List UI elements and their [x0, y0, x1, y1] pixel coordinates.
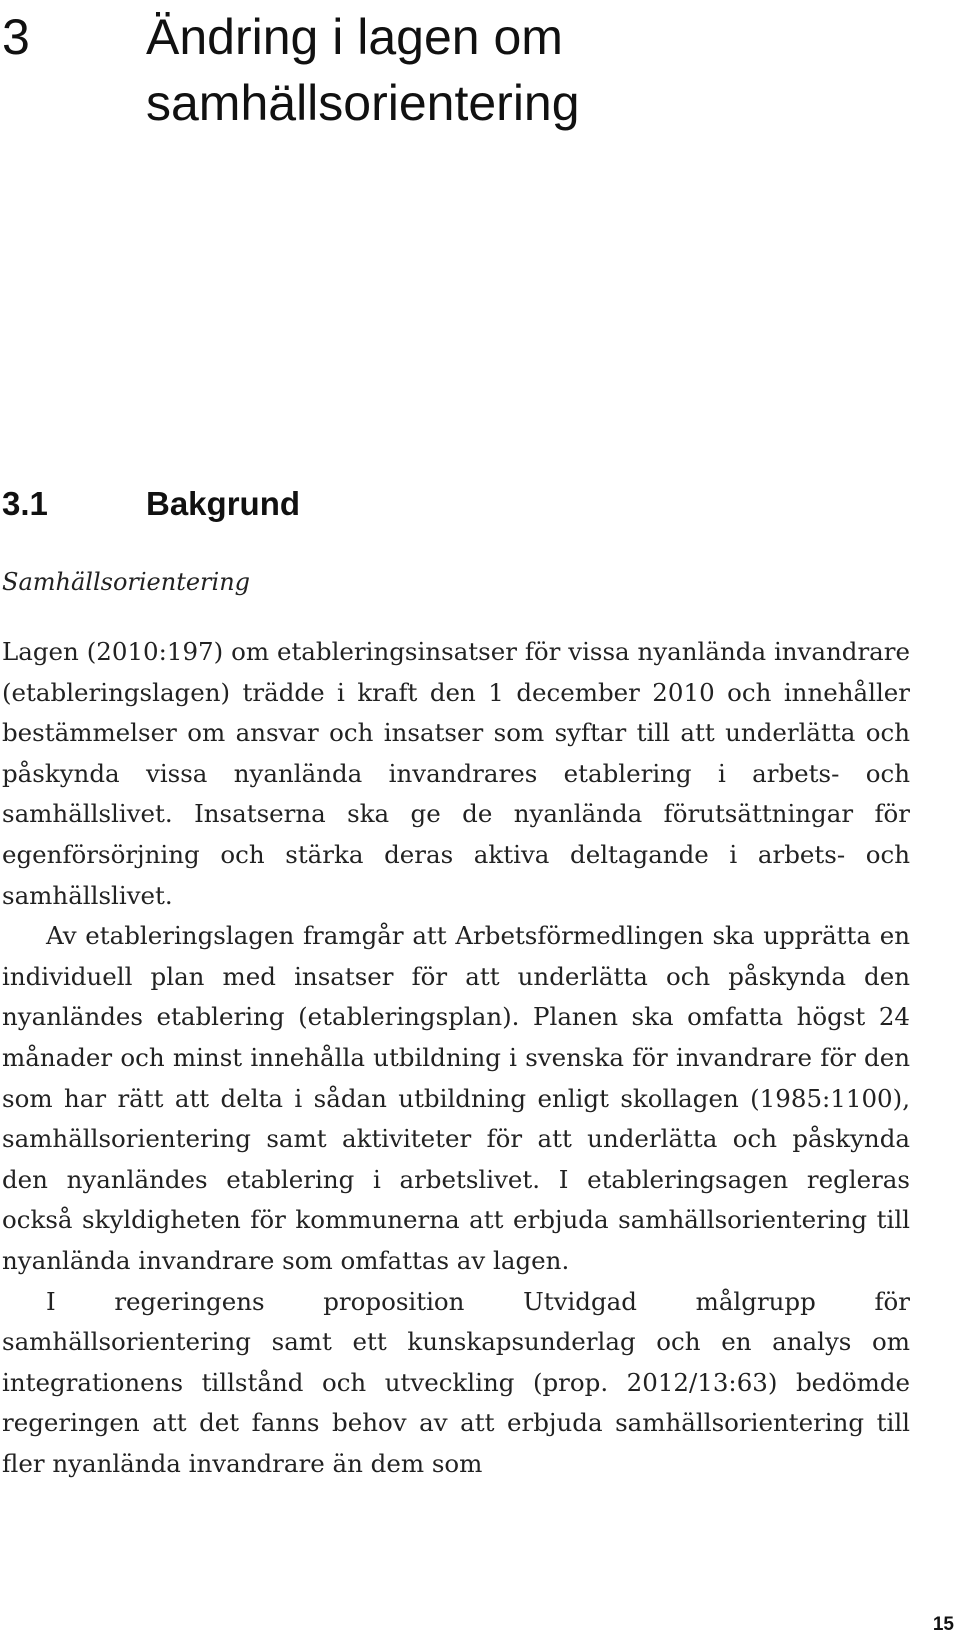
page-number: 15 — [932, 1614, 954, 1635]
paragraph-3: I regeringens proposition Utvidgad målgrupp för samhällsorientering samt ett kunskapsunderlag och en analys om integrationens tillstånd och utveckling (prop. 2012/13:63) bedömde regeringen att det fanns behov av att erbjuda samhällsorientering till fler nyanlända invandrare än dem som — [2, 1286, 910, 1478]
body-text — [2, 632, 910, 1484]
paragraph-1: Lagen (2010:197) om etableringsinsatser för vissa nyanlända invandrare (etableringslagen) trädde i kraft den 1 december 2010 och innehåller bestämmelser om ansvar och insatser som syftar till att underlätta och påskynda vissa nyanlända invandrares etablering i arbets- och samhällslivet. Insatserna ska ge de nyanlända förutsättningar för egenförsörjning och stärka deras aktiva deltagande i arbets- och samhällslivet. — [2, 637, 910, 910]
subheading: Samhällsorientering — [2, 568, 251, 596]
chapter-number: 3 — [2, 9, 30, 65]
section-title: Bakgrund — [146, 485, 301, 522]
section-number: 3.1 — [2, 485, 48, 522]
chapter-title: Ändring i lagen om samhällsorientering — [146, 9, 580, 131]
paragraph-2: Av etableringslagen framgår att Arbetsförmedlingen ska upprätta en individuell plan med insatser för att underlätta och påskynda den nyanländes etablering (etableringsplan). Planen ska omfatta högst 24 månader och minst innehålla utbildning i svenska för invandrare för den som har rätt att delta i sådan utbildning enligt skollagen (1985:1100), samhällsorientering samt aktiviteter för att underlätta och påskynda den nyanländes etablering i arbetslivet. I etableringsagen regleras också skyldigheten för kommunerna att erbjuda samhällsorientering till nyanlända invandrare som omfattas av lagen. — [2, 921, 910, 1275]
